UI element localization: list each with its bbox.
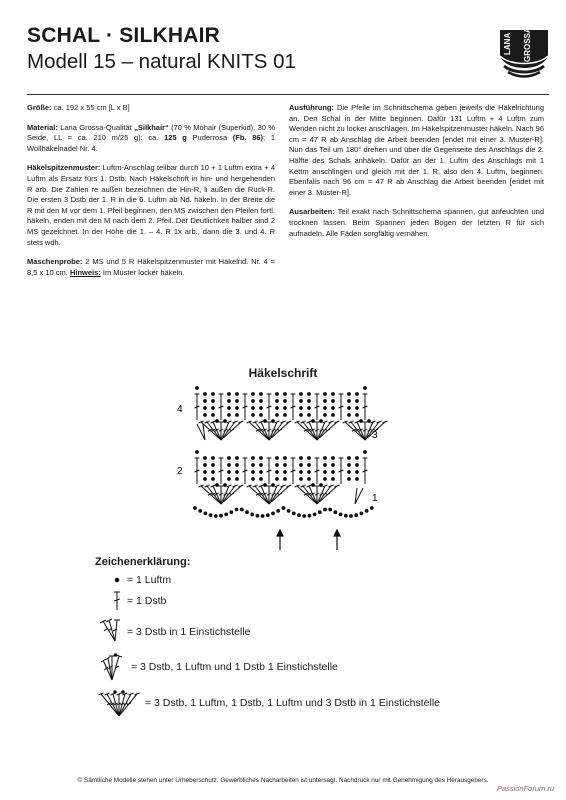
chain-stitch bbox=[271, 419, 275, 423]
finishing-paragraph bbox=[289, 207, 544, 239]
chain-stitch bbox=[227, 413, 231, 417]
pattern-subtitle: Modell 15 – natural KNITS 01 bbox=[27, 50, 296, 73]
chain-stitch bbox=[227, 456, 231, 460]
shell-fan bbox=[199, 421, 244, 440]
chain-stitch bbox=[259, 463, 263, 467]
double-crochet bbox=[315, 458, 320, 484]
gauge-text: 2 MS und 5 R Häkelspitzenmuster mit Häkelnd. Nr. 4 = 8,5 x 10 cm. bbox=[27, 257, 275, 277]
chain-stitch bbox=[344, 514, 348, 518]
instructions-text: Die Pfeile im Schnittschema geben jeweils die Häkelrichtung an. Den Schal in der Mitte beginnen. Dafür 131 Luftm + 4 Luftm zum Wenden nicht zu locker anschlagen. Im Häkelspitzenmuster häkeln. Nach 96 cm = 47 R ab Anschlag die Arbeit beenden [endet mit einer 3. Muster-R]. Nun das Teil um 180° drehen und über die Gegenseite des Anschlags die 2. Hälfte des Schals anhäkeln. Dafür an der 1. Luftm des Anschlags mit 1 Kettm anschlingen und gleich mit der 1. R, also den 4. Luftm, beginnen. Ebenfalls nach 96 cm = 47 R ab Anschlag die Arbeit beenden [endet mit einer 3. Muster-R]. bbox=[289, 103, 544, 197]
chain-stitch bbox=[283, 456, 287, 460]
chain-stitch bbox=[299, 399, 303, 403]
chain-stitch bbox=[363, 450, 367, 454]
chain-stitch bbox=[203, 477, 207, 481]
chain-stitch bbox=[203, 406, 207, 410]
chain-stitch bbox=[331, 456, 335, 460]
direction-arrow bbox=[277, 530, 283, 550]
svg-text:GROSSA: GROSSA bbox=[523, 27, 532, 62]
chain-stitch bbox=[204, 512, 208, 516]
chain-stitch bbox=[259, 399, 263, 403]
chain-stitch bbox=[203, 413, 207, 417]
chain-stitch bbox=[250, 513, 254, 517]
legend-text: = 1 Dstb bbox=[127, 595, 167, 607]
chain-stitch bbox=[195, 450, 199, 454]
chain-stitch bbox=[251, 463, 255, 467]
site-watermark: PassionForum.ru bbox=[496, 784, 554, 793]
chain-stitch bbox=[263, 419, 267, 423]
chain-stitch bbox=[363, 386, 367, 390]
chain-stitch bbox=[331, 392, 335, 396]
chain-stitch bbox=[227, 392, 231, 396]
chain-stitch bbox=[235, 406, 239, 410]
chain-stitch bbox=[355, 406, 359, 410]
chain-stitch bbox=[276, 509, 280, 513]
chain-stitch bbox=[323, 392, 327, 396]
chain-stitch bbox=[349, 514, 353, 518]
chain-stitch bbox=[308, 514, 312, 518]
direction-arrow bbox=[334, 530, 340, 550]
double-crochet bbox=[291, 458, 296, 484]
shell-fan bbox=[247, 421, 292, 440]
chain-stitch bbox=[251, 477, 255, 481]
legend-text: = 3 Dstb, 1 Luftm, 1 Dstb, 1 Luftm und 3 Dstb in 1 Einstichstelle bbox=[145, 697, 441, 709]
chain-stitch bbox=[319, 419, 323, 423]
material-amount: 125 g bbox=[164, 133, 187, 143]
chain-stitch bbox=[275, 456, 279, 460]
row-label-4: 4 bbox=[177, 404, 183, 415]
chain-stitch bbox=[259, 413, 263, 417]
chain-stitch bbox=[331, 463, 335, 467]
chain-stitch bbox=[215, 483, 219, 487]
chain-stitch bbox=[259, 406, 263, 410]
chain-stitch bbox=[307, 477, 311, 481]
instructions-label: Ausführung: bbox=[289, 103, 334, 112]
chain-stitch bbox=[283, 477, 287, 481]
shell-fan-icon bbox=[95, 688, 145, 718]
lana-grossa-logo bbox=[496, 22, 552, 80]
chain-stitch bbox=[193, 506, 197, 510]
chain-stitch bbox=[259, 470, 263, 474]
chain-stitch bbox=[347, 399, 351, 403]
chain-stitch bbox=[323, 406, 327, 410]
right-column bbox=[289, 103, 544, 248]
chain-stitch bbox=[214, 514, 218, 518]
chain-stitch bbox=[323, 477, 327, 481]
gauge-label: Maschenprobe: bbox=[27, 257, 83, 267]
chain-stitch bbox=[263, 483, 267, 487]
chain-stitch bbox=[275, 413, 279, 417]
chain-stitch bbox=[331, 399, 335, 403]
hint-label: Hinweis: bbox=[69, 267, 101, 277]
chain-stitch bbox=[283, 392, 287, 396]
chain-stitch bbox=[355, 413, 359, 417]
v-stitch-icon bbox=[95, 652, 135, 682]
chain-stitch bbox=[256, 514, 260, 518]
chain-stitch bbox=[211, 456, 215, 460]
chain-stitch bbox=[251, 456, 255, 460]
chain-stitch bbox=[245, 510, 249, 514]
chain-stitch bbox=[311, 483, 315, 487]
chain-stitch bbox=[331, 477, 335, 481]
chain-stitch bbox=[227, 463, 231, 467]
chain-stitch bbox=[355, 477, 359, 481]
chain-stitch bbox=[313, 513, 317, 517]
chain-stitch bbox=[299, 406, 303, 410]
chain-stitch bbox=[347, 470, 351, 474]
double-crochet bbox=[363, 394, 368, 420]
chain-stitch bbox=[307, 392, 311, 396]
size-paragraph bbox=[27, 103, 275, 114]
chain-stitch bbox=[251, 392, 255, 396]
chain-stitch bbox=[355, 463, 359, 467]
chain-stitch bbox=[347, 463, 351, 467]
left-column bbox=[27, 103, 275, 287]
chain-stitch bbox=[230, 510, 234, 514]
shell-fan bbox=[343, 421, 388, 440]
chain-stitch bbox=[323, 463, 327, 467]
diagram-title: Häkelschrift bbox=[248, 366, 318, 380]
double-crochet bbox=[195, 394, 200, 420]
double-crochet bbox=[363, 458, 368, 484]
copyright-footer: © Sämtliche Modelle stehen unter Urheberschutz. Gewerbliches Nacharbeiten ist untersagt. Nachdruck nur mit Genehmigung des Herausgebers. bbox=[77, 777, 489, 784]
material-text: Lana Grossa-Qualität bbox=[57, 122, 135, 132]
chain-stitch bbox=[251, 406, 255, 410]
row-label-1: 1 bbox=[372, 493, 378, 504]
chain-stitch bbox=[323, 399, 327, 403]
pattern-label: Häkelspitzenmuster: bbox=[27, 163, 101, 173]
chain-stitch bbox=[235, 477, 239, 481]
double-crochet bbox=[339, 394, 344, 420]
shell-fan bbox=[295, 485, 340, 504]
chain-stitch bbox=[235, 399, 239, 403]
double-crochet bbox=[243, 394, 248, 420]
chain-stitch bbox=[235, 470, 239, 474]
material-paragraph bbox=[27, 123, 275, 155]
size-label: Größe: bbox=[27, 103, 52, 112]
chain-stitch bbox=[195, 386, 199, 390]
chain-stitch bbox=[227, 399, 231, 403]
pattern-text: Luftm-Anschlag teilbar durch 10 + 1 Luftm extra + 4 Luftm als Ersatz fürs 1. Dstb. Nach Häkelschrift in hin- und hergehenden R arb. Die Zahlen re außen bezeichnen die Hin-R, li außen die Rück-R. Die ersten 3 Dstb der 1. R in die 6. Luftm ab Nd. häkeln. In der Breite die R mit den M vor dem 1. Pfeil beginnen, den MS zwischen den Pfeilen fortl. häkeln, enden mit den M nach dem 2. Pfeil. Der Deutlichkeit halber sind 2 MS gezeichnet. In der Höhe die 1. – 4. R 1x arb., dann die 3. und 4. R stets wdh. bbox=[27, 163, 275, 247]
chart-stitches bbox=[193, 386, 387, 550]
chain-stitch bbox=[367, 419, 371, 423]
chain-stitch bbox=[224, 513, 228, 517]
material-text: (70 % Mohair (Superkid), 30 % Seide, LL = ca. 210 m/25 g): ca. bbox=[27, 122, 275, 143]
chain-stitch bbox=[282, 506, 286, 510]
chain-stitch bbox=[331, 470, 335, 474]
chain-stitch bbox=[299, 470, 303, 474]
chain-stitch bbox=[355, 399, 359, 403]
chain-stitch bbox=[251, 470, 255, 474]
chain-stitch bbox=[299, 392, 303, 396]
chain-stitch bbox=[235, 392, 239, 396]
chain-stitch bbox=[203, 399, 207, 403]
chain-stitch bbox=[355, 392, 359, 396]
chain-stitch bbox=[355, 456, 359, 460]
legend-text: = 1 Luftm bbox=[127, 574, 172, 586]
chain-stitch bbox=[261, 514, 265, 518]
legend-text: = 3 Dstb in 1 Einstichstelle bbox=[127, 626, 251, 638]
chain-stitch bbox=[307, 406, 311, 410]
double-crochet bbox=[195, 458, 200, 484]
material-color: (Fb. 86) bbox=[232, 133, 264, 143]
edge-cluster bbox=[355, 488, 363, 504]
chain-stitch bbox=[211, 399, 215, 403]
chain-stitch bbox=[223, 419, 227, 423]
double-crochet bbox=[291, 394, 296, 420]
double-crochet bbox=[219, 394, 224, 420]
chain-stitch bbox=[211, 477, 215, 481]
chain-stitch bbox=[235, 456, 239, 460]
chain-stitch bbox=[275, 477, 279, 481]
chain-stitch bbox=[347, 477, 351, 481]
chain-stitch bbox=[347, 413, 351, 417]
chain-stitch bbox=[211, 392, 215, 396]
chain-stitch bbox=[271, 483, 275, 487]
finishing-text: Teil exakt nach Schnittschema spannen, gut anfeuchten und trocknen lassen. Beim Spannen jeden Bogen der letzten R für sich aufnadeln. Alle Fäden sorgfältig vernähen. bbox=[289, 207, 544, 238]
double-crochet bbox=[243, 458, 248, 484]
chain-stitch bbox=[209, 513, 213, 517]
chain-stitch bbox=[223, 483, 227, 487]
chain-stitch bbox=[275, 399, 279, 403]
chain-stitch bbox=[259, 392, 263, 396]
chain-stitch bbox=[219, 514, 223, 518]
chain-stitch bbox=[354, 513, 358, 517]
chain-stitch bbox=[319, 483, 323, 487]
shell-fan bbox=[247, 485, 292, 504]
chain-stitch bbox=[299, 477, 303, 481]
material-text: ; 1 Wollhäkelnadel Nr. 4. bbox=[27, 133, 275, 153]
double-crochet bbox=[267, 394, 272, 420]
chain-stitch bbox=[211, 463, 215, 467]
chain-stitch bbox=[323, 456, 327, 460]
chain-stitch bbox=[283, 413, 287, 417]
size-text: ca. 192 x 55 cm [L x B] bbox=[51, 103, 130, 112]
chain-stitch bbox=[259, 477, 263, 481]
chain-stitch bbox=[299, 463, 303, 467]
gauge-paragraph bbox=[27, 257, 275, 278]
chain-stitch bbox=[275, 463, 279, 467]
chain-stitch bbox=[323, 470, 327, 474]
chain-stitch bbox=[323, 508, 327, 512]
chain-stitch bbox=[275, 392, 279, 396]
chain-stitch bbox=[302, 514, 306, 518]
chain-stitch bbox=[275, 470, 279, 474]
chain-stitch bbox=[211, 470, 215, 474]
chain-stitch bbox=[331, 406, 335, 410]
chain-stitch bbox=[259, 456, 263, 460]
chain-stitch bbox=[203, 463, 207, 467]
shell-fan bbox=[295, 421, 340, 440]
hint-text: Im Muster locker häkeln. bbox=[100, 267, 185, 277]
row-label-3: 3 bbox=[372, 430, 378, 441]
chain-stitch bbox=[299, 413, 303, 417]
chain-stitch bbox=[347, 392, 351, 396]
chain-stitch bbox=[328, 508, 332, 512]
row-label-2: 2 bbox=[177, 466, 183, 477]
chain-stitch bbox=[227, 477, 231, 481]
pattern-title: SCHAL · SILKHAIR bbox=[27, 24, 220, 47]
chain-stitch bbox=[323, 413, 327, 417]
double-crochet bbox=[219, 458, 224, 484]
chain-stitch bbox=[334, 510, 338, 514]
chain-stitch bbox=[203, 392, 207, 396]
finishing-label: Ausarbeiten: bbox=[289, 207, 335, 217]
chain-stitch bbox=[235, 463, 239, 467]
chain-stitch bbox=[307, 399, 311, 403]
chain-stitch bbox=[215, 419, 219, 423]
chain-stitch bbox=[203, 456, 207, 460]
material-label: Material: bbox=[27, 122, 58, 132]
crochet-chart bbox=[175, 384, 390, 554]
edge-cluster bbox=[197, 424, 205, 440]
chain-stitch bbox=[355, 470, 359, 474]
legend-text: = 3 Dstb, 1 Luftm und 1 Dstb 1 Einstichstelle bbox=[131, 661, 338, 673]
chain-stitch bbox=[283, 463, 287, 467]
material-yarn: „Silkhair“ bbox=[134, 122, 169, 132]
chain-stitch bbox=[287, 509, 291, 513]
chain-stitch bbox=[307, 470, 311, 474]
double-crochet bbox=[267, 458, 272, 484]
chain-stitch bbox=[307, 456, 311, 460]
chain-stitch bbox=[339, 513, 343, 517]
double-crochet bbox=[315, 394, 320, 420]
chain-stitch bbox=[347, 406, 351, 410]
chain-stitch bbox=[347, 456, 351, 460]
chain-stitch bbox=[297, 513, 301, 517]
double-crochet bbox=[339, 458, 344, 484]
chain-stitch bbox=[370, 506, 374, 510]
chain-stitch bbox=[271, 512, 275, 516]
legend-title: Zeichenerklärung: bbox=[95, 556, 191, 568]
chain-stitch bbox=[365, 509, 369, 513]
chain-stitch bbox=[203, 470, 207, 474]
header-divider bbox=[27, 94, 549, 95]
chain-stitch bbox=[211, 413, 215, 417]
chain-stitch bbox=[266, 513, 270, 517]
instructions-paragraph bbox=[289, 103, 544, 198]
chain-stitch bbox=[275, 406, 279, 410]
chain-stitch bbox=[283, 399, 287, 403]
chain-stitch bbox=[227, 470, 231, 474]
chain-stitch bbox=[235, 508, 239, 512]
chain-stitch bbox=[307, 413, 311, 417]
chain-stitch bbox=[240, 508, 244, 512]
svg-text:LANA: LANA bbox=[503, 32, 512, 55]
chain-stitch bbox=[318, 510, 322, 514]
chain-stitch bbox=[283, 406, 287, 410]
chain-stitch bbox=[235, 413, 239, 417]
chain-stitch bbox=[331, 413, 335, 417]
chain-stitch bbox=[360, 512, 364, 516]
pattern-paragraph bbox=[27, 163, 275, 248]
shell-fan bbox=[199, 485, 244, 504]
chain-stitch bbox=[359, 419, 363, 423]
chain-stitch bbox=[311, 419, 315, 423]
chain-stitch bbox=[299, 456, 303, 460]
chain-stitch bbox=[211, 406, 215, 410]
chain-stitch bbox=[283, 470, 287, 474]
chain-stitch bbox=[292, 512, 296, 516]
material-text: Puderrosa bbox=[186, 133, 233, 143]
chain-stitch bbox=[198, 509, 202, 513]
chain-stitch bbox=[307, 463, 311, 467]
chain-stitch bbox=[251, 413, 255, 417]
chain-stitch bbox=[251, 399, 255, 403]
chain-stitch bbox=[227, 406, 231, 410]
